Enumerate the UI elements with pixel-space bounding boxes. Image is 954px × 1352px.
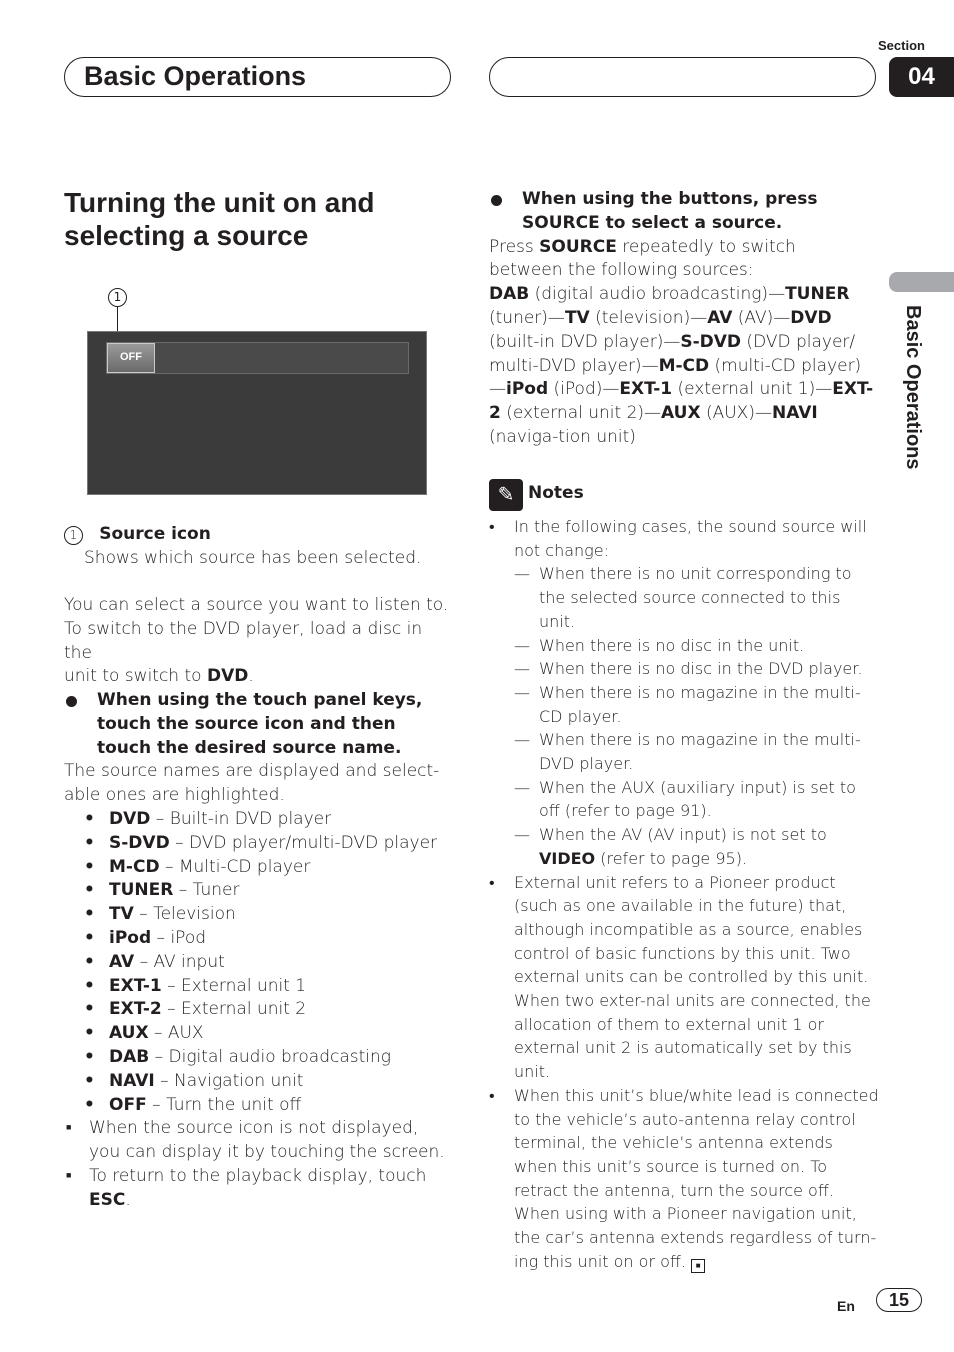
source-list-item (64, 975, 449, 999)
touch-lead (64, 689, 449, 760)
note1-case: — When there is no magazine in the multi-CD player. (514, 681, 879, 728)
source-key: DAB (109, 1046, 150, 1067)
source-key: S-DVD (109, 832, 170, 853)
source-key: OFF (109, 1094, 147, 1115)
note1-case: — When there is no disc in the unit. (514, 634, 879, 658)
chain-text: (external unit 1)— (672, 379, 833, 400)
lead-dot (491, 195, 502, 206)
note-3b (489, 1202, 879, 1273)
source-list-item (64, 856, 449, 880)
note1-case: — When there is no magazine in the multi-DVD player. (514, 728, 879, 775)
note-3b-text: When using with a Pioneer navigation unit, the car’s antenna extends regardless of turn-ing this unit on or off. (514, 1204, 877, 1271)
source-desc: – DVD player/multi-DVD player (169, 832, 438, 853)
intro-line-1: You can select a source you want to listen to. (64, 595, 449, 615)
tip-esc (64, 1165, 449, 1213)
source-desc: – Television (133, 904, 236, 925)
source-key: iPod (109, 927, 152, 948)
press-text (489, 236, 874, 284)
notes-title: Notes (528, 483, 584, 503)
press-key: SOURCE (539, 236, 617, 257)
chain-key: AV (707, 307, 733, 328)
chain-text: (naviga-tion unit) (489, 426, 636, 447)
source-desc: – External unit 1 (161, 975, 307, 996)
note-1: • In the following cases, the sound source will not change: (489, 515, 879, 562)
source-desc: – iPod (151, 927, 207, 948)
buttons-lead (489, 188, 874, 236)
source-desc: – Digital audio broadcasting (149, 1046, 392, 1067)
source-desc: – Multi-CD player (159, 856, 311, 877)
source-list (64, 808, 449, 1117)
source-list-item (64, 832, 449, 856)
section-number: 04 (889, 57, 954, 97)
source-key: TV (109, 904, 134, 925)
chain-text: (AV)— (732, 307, 791, 328)
source-key: NAVI (109, 1070, 155, 1091)
intro-dvd: DVD (206, 666, 249, 687)
source-desc: – Built-in DVD player (150, 808, 332, 829)
source-desc: – AV input (134, 951, 225, 972)
notes-list (489, 515, 879, 1274)
lead-dot (66, 696, 77, 707)
press-pre: Press (489, 236, 540, 257)
chain-key: iPod (506, 379, 549, 400)
touch-section (64, 689, 449, 1213)
footer-lang: En (837, 1298, 855, 1314)
source-list-item (64, 808, 449, 832)
source-key: TUNER (109, 880, 174, 901)
chain-text: (AUX)— (700, 403, 772, 424)
source-screen-figure (87, 331, 427, 495)
side-tab-bar (889, 272, 954, 292)
chain-text: (multi-CD player) — (489, 355, 862, 400)
note-3: • When this unit’s blue/white lead is connected to the vehicle’s auto-antenna relay control terminal, the vehicle’s antenna extends when this unit’s source is turned on. To retract the antenna, turn the source off. (489, 1084, 879, 1203)
touch-text: The source names are displayed and select-able ones are highlighted. (64, 761, 440, 806)
source-list-item (64, 1070, 449, 1094)
source-key: AV (109, 951, 135, 972)
side-tab-label: Basic Operations (902, 305, 924, 470)
source-list-item (64, 951, 449, 975)
tip-esc-key: ESC (89, 1189, 126, 1210)
source-key: DVD (109, 808, 151, 829)
chain-key: TV (564, 307, 590, 328)
press-post: repeatedly to switch between the following sources: (489, 236, 796, 281)
chain-key: EXT-2 (489, 379, 874, 424)
source-key: M-CD (109, 856, 160, 877)
notes-pencil-icon: ✎ (489, 479, 523, 511)
caption-text: Shows which source has been selected. (84, 547, 422, 568)
chain-key: NAVI (771, 403, 818, 424)
buttons-lead-text: When using the buttons, press SOURCE to select a source. (522, 189, 818, 233)
page-heading: Turning the unit on and selecting a source (64, 187, 375, 251)
chain-key: TUNER (785, 284, 850, 305)
caption-title: Source icon (99, 524, 211, 544)
source-key: EXT-2 (109, 999, 162, 1020)
source-desc: – Navigation unit (154, 1070, 304, 1091)
figure-callout (108, 288, 127, 307)
note1-case: — When there is no disc in the DVD player. (514, 657, 879, 681)
chain-text: (iPod)— (548, 379, 620, 400)
chain-key: DVD (790, 307, 832, 328)
source-list-item (64, 927, 449, 951)
header-title: Basic Operations (84, 61, 307, 91)
chain-key: EXT-1 (619, 379, 673, 400)
tip-esc-text: To return to the playback display, touch (89, 1165, 427, 1186)
chain-key: DAB (489, 284, 530, 305)
chain-text: (external unit 2)— (500, 403, 662, 424)
note1-last-key: VIDEO (539, 848, 596, 868)
source-chain (489, 283, 874, 450)
source-list-item (64, 1046, 449, 1070)
source-desc: – External unit 2 (161, 999, 307, 1020)
intro-paragraph (64, 594, 449, 689)
source-desc: – Turn the unit off (146, 1094, 302, 1115)
chain-text: (television)— (589, 307, 708, 328)
chain-key: S-DVD (680, 331, 742, 352)
source-key: EXT-1 (109, 975, 162, 996)
intro-end: . (248, 666, 254, 687)
off-source-icon[interactable]: OFF (107, 343, 155, 373)
caption-number: 1 (64, 526, 83, 545)
source-list-item (64, 903, 449, 927)
intro-line-2: To switch to the DVD player, load a disc in the (64, 618, 423, 663)
note-2: • External unit refers to a Pioneer product (such as one available in the future) that, although incompatible as a source, enables control of basic functions by this unit. Two external units can be controlled by this unit. When two exter-nal units are connected, the allocation of them to external unit 1 or external unit 2 is automatically set by this unit. (489, 871, 879, 1084)
end-mark-icon: ■ (691, 1259, 705, 1273)
note1-last-post: (refer to page 95). (595, 848, 748, 868)
chain-text: (DVD player/ multi-DVD player)— (489, 331, 856, 376)
source-list-item (64, 998, 449, 1022)
source-desc: – Tuner (173, 880, 240, 901)
section-label: Section (878, 38, 925, 53)
header-blank-frame (489, 57, 876, 97)
note1-case: — When there is no unit corresponding to the selected source connected to this unit. (514, 562, 879, 633)
page-number: 15 (876, 1288, 922, 1312)
source-list-item (64, 1022, 449, 1046)
chain-key: M-CD (658, 355, 710, 376)
chain-text: (built-in DVD player)— (489, 331, 681, 352)
chain-key: AUX (661, 403, 701, 424)
source-desc: – AUX (148, 1023, 204, 1044)
buttons-section (489, 188, 874, 450)
note1-last-pre: When the AV (AV input) is not set to (539, 825, 827, 845)
tip-source-icon: ■ When the source icon is not displayed, you can display it by touching the screen. (64, 1117, 449, 1165)
chain-text: (digital audio broadcasting)— (529, 284, 786, 305)
source-list-item (64, 1094, 449, 1118)
note1-case: — When the AUX (auxiliary input) is set to off (refer to page 91). (514, 776, 879, 823)
chain-text: (tuner)— (489, 307, 565, 328)
note1-cases (489, 562, 879, 823)
intro-line-3: unit to switch to (64, 666, 207, 687)
source-list-item (64, 879, 449, 903)
note1-case-last (514, 823, 879, 870)
source-key: AUX (109, 1023, 149, 1044)
tip-esc-end: . (125, 1189, 131, 1210)
caption (64, 523, 444, 571)
note1-last-wrap (489, 823, 879, 870)
callout-number: 1 (108, 288, 127, 307)
touch-lead-text: When using the touch panel keys, touch the source icon and then touch the desired source name. (97, 690, 423, 758)
